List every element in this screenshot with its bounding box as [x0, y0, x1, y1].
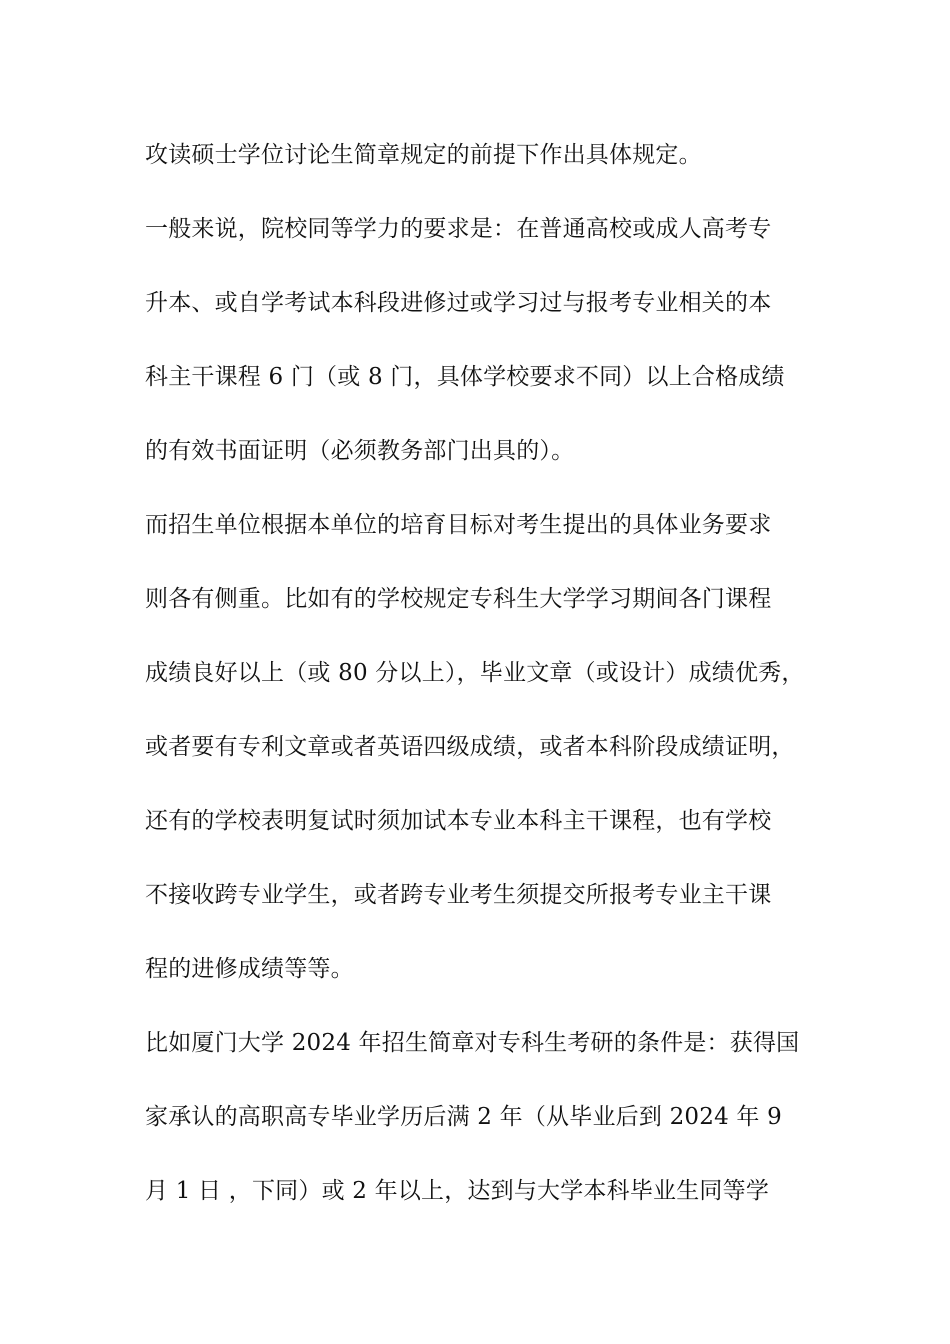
document-body — [145, 132, 835, 1242]
text-line: 的有效书面证明（必须教务部门出具的）。 — [145, 438, 575, 464]
text-line: 或者要有专利文章或者英语四级成绩，或者本科阶段成绩证明， — [145, 734, 795, 760]
text-line: 月 1 日 ，下同）或 2 年以上，达到与大学本科毕业生同等学 — [145, 1178, 770, 1204]
text-line: 成绩良好以上（或 80 分以上），毕业文章（或设计）成绩优秀， — [145, 660, 805, 686]
text-line: 家承认的高职高专毕业学历后满 2 年（从毕业后到 2024 年 9 — [145, 1104, 782, 1130]
text-line: 一般来说，院校同等学力的要求是：在普通高校或成人高考专 — [145, 216, 772, 242]
text-line: 科主干课程 6 门（或 8 门，具体学校要求不同）以上合格成绩 — [145, 364, 785, 390]
text-line: 还有的学校表明复试时须加试本专业本科主干课程，也有学校 — [145, 808, 772, 834]
text-line: 程的进修成绩等等。 — [145, 956, 354, 982]
text-line: 升本、或自学考试本科段进修过或学习过与报考专业相关的本 — [145, 290, 772, 316]
text-line: 攻读硕士学位讨论生简章规定的前提下作出具体规定。 — [145, 142, 702, 168]
text-line: 比如厦门大学 2024 年招生简章对专科生考研的条件是：获得国 — [145, 1030, 800, 1056]
text-line: 则各有侧重。比如有的学校规定专科生大学学习期间各门课程 — [145, 586, 772, 612]
text-line: 而招生单位根据本单位的培育目标对考生提出的具体业务要求 — [145, 512, 772, 538]
text-line: 不接收跨专业学生，或者跨专业考生须提交所报考专业主干课 — [145, 882, 772, 908]
